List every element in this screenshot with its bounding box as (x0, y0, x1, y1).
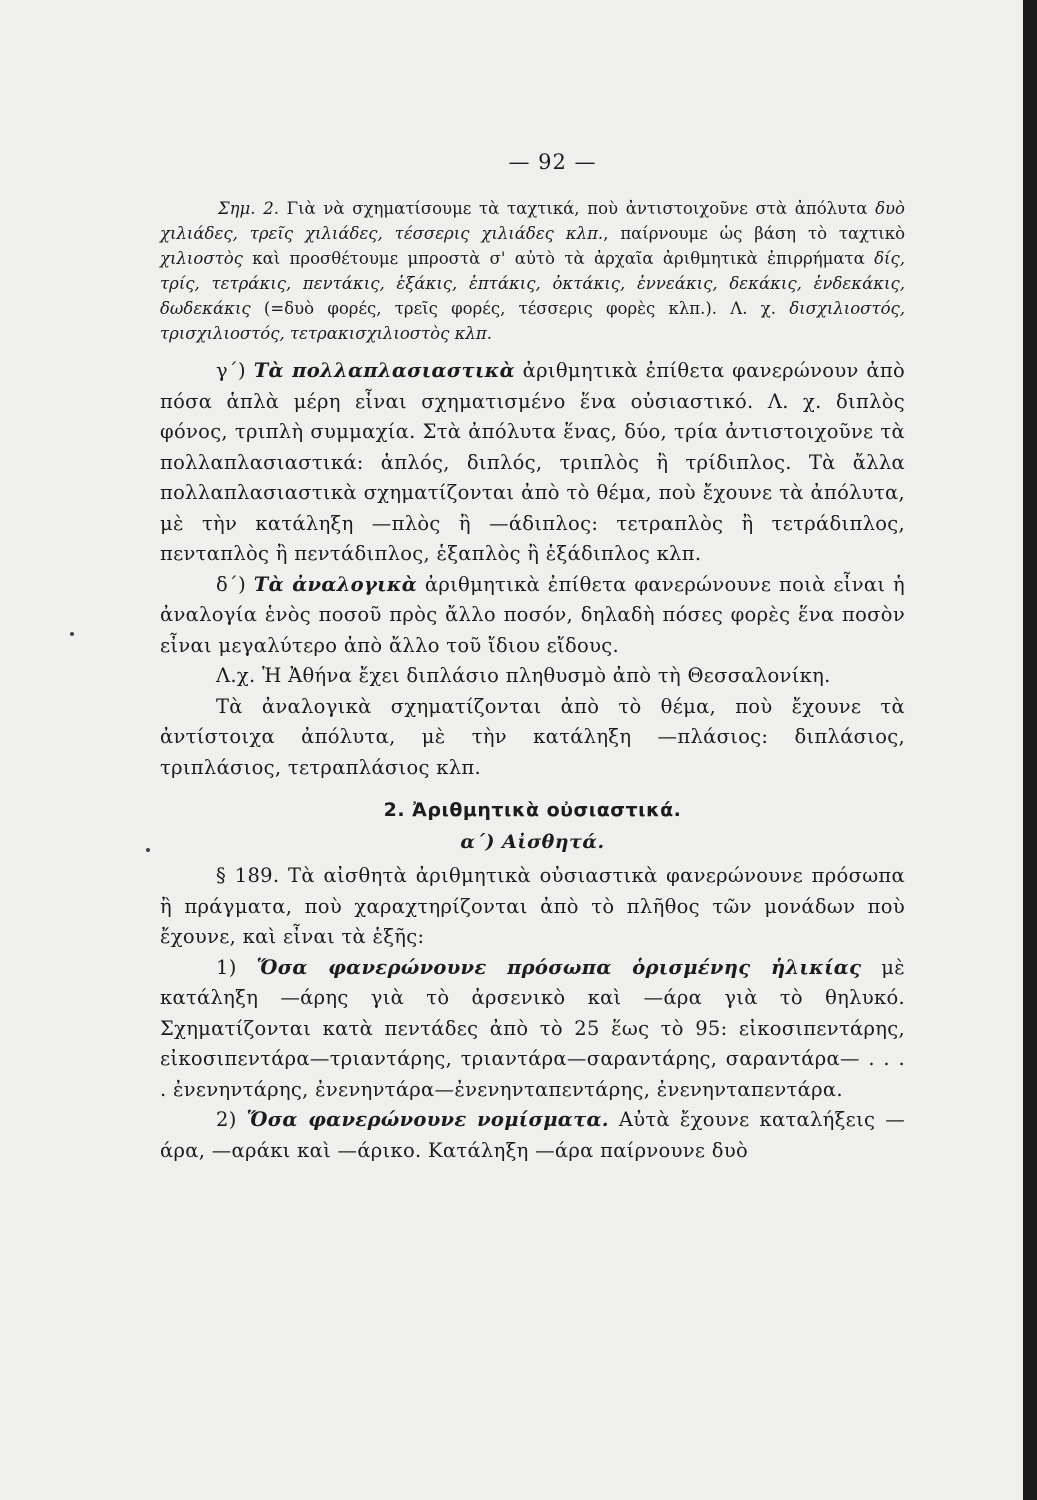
item-number: 1) (216, 955, 237, 979)
paragraph-delta-2: Τὰ ἀναλογικὰ σχηματίζονται ἀπὸ τὸ θέμα, ποὺ ἔχουνε τὰ ἀντίστοιχα ἀπόλυτα, μὲ τὴν κατάληξη —πλάσιος: διπλάσιος, τριπλάσιος, τετραπλάσιος κλπ. (160, 694, 905, 779)
paragraph-189: § 189. Τὰ αἰσθητὰ ἀριθμητικὰ οὐσιαστικὰ φανερώνουνε πρόσωπα ἢ πράγματα, ποὺ χαραχτηρίζονται ἀπὸ τὸ πλῆθος τῶν μονάδων ποὺ ἔχουνε, καὶ εἶναι τὰ ἑξῆς: (160, 864, 905, 948)
section-label: δ΄) (216, 572, 246, 596)
paragraph-text: ἀριθμητικὰ ἐπίθετα φανερώνουν ἀπὸ πόσα ἁπλὰ μέρη εἶναι σχηματισμένο ἕνα οὐσιαστικό. Λ. χ. διπλὸς φόνος, τριπλὴ συμμαχία. Στὰ ἀπόλυτα ἕνας, δύο, τρία ἀντιστοιχοῦνε τὰ πολλαπλασιαστικά: ἁπλός, διπλός, τριπλὸς ἢ τρίδιπλος. Τὰ ἄλλα πολλαπλασιαστικὰ σχηματίζονται ἀπὸ τὸ θέμα, ποὺ ἔχουνε τὰ ἀπόλυτα, μὲ τὴν κατάληξη —πλὸς ἢ —άδιπλος: τετραπλὸς ἢ τετράδιπλος, πενταπλὸς ἢ πεντάδιπλος, ἑξαπλὸς ἢ ἑξάδιπλος κλπ. (160, 359, 906, 565)
paragraph-text: Αὐτὰ ἔχουνε καταλήξεις —άρα, —αράκι καὶ —άρικο. Κατάληξη —άρα παίρνουνε δυὸ (160, 1108, 906, 1162)
paragraph-item-2 (160, 1105, 905, 1166)
note-italic: δίς, τρίς, τετράκις, πεντάκις, ἑξάκις, ἑπτάκις, ὀκτάκις, ἐννεάκις, δεκάκις, ἑνδεκάκις, δωδεκάκις (160, 249, 905, 318)
term-coins: Ὅσα φανερώνουνε νομίσματα. (246, 1108, 609, 1131)
note-italic: χιλιοστὸς (160, 249, 243, 268)
paragraph-item-1 (160, 953, 905, 1106)
paragraph-gamma (160, 356, 905, 570)
paragraph-example: Λ.χ. Ἡ Ἀθήνα ἔχει διπλάσιο πληθυσμὸ ἀπὸ τὴ Θεσσαλονίκη. (216, 664, 831, 687)
scan-speck (70, 632, 74, 636)
note-label: Σημ. 2. (218, 199, 279, 218)
scan-edge (1023, 0, 1037, 1500)
note-paragraph (160, 196, 905, 346)
item-number: 2) (216, 1108, 237, 1131)
term-multiplicative: Τὰ πολλαπλασιαστικὰ (253, 359, 515, 382)
section-label: γ΄) (216, 359, 246, 382)
note-italic: δισχιλιοστός, τρισχιλιοστός, τετρακισχιλιοστὸς κλπ. (160, 299, 905, 343)
scan-speck (146, 848, 150, 852)
term-age: Ὅσα φανερώνουνε πρόσωπα ὁρισμένης ἡλικίας (256, 955, 862, 979)
note-text: Γιὰ νὰ σχηματίσουμε τὰ ταχτικά, ποὺ ἀντιστοιχοῦνε στὰ ἀπόλυτα (278, 199, 876, 218)
page-content (160, 150, 905, 1166)
section-heading: 2. Ἀριθμητικὰ οὐσιαστικά. (383, 799, 682, 821)
paragraph-text: ἀριθμητικὰ ἐπίθετα φανερώνουνε ποιὰ εἶναι ἡ ἀναλογία ἑνὸς ποσοῦ πρὸς ἄλλο ποσόν, δηλαδὴ πόσες φορὲς ἕνα ποσὸν εἶναι μεγαλύτερο ἀπὸ ἄλλο τοῦ ἴδιου εἴδους. (160, 572, 906, 657)
note-text: (=δυὸ φορές, τρεῖς φορές, τέσσερις φορὲς κλπ.). Λ. χ. (250, 299, 790, 318)
term-proportional: Τὰ ἀναλογικὰ (253, 572, 418, 596)
note-text: καὶ προσθέτουμε μπροστὰ σ' αὐτὸ τὰ ἀρχαῖα ἀριθμητικὰ ἐπιρρήματα (242, 249, 875, 268)
paragraph-delta (160, 570, 905, 662)
paragraph-text: μὲ κατάληξη —άρης γιὰ τὸ ἀρσενικὸ καὶ —άρα γιὰ τὸ θηλυκό. Σχηματίζονται κατὰ πεντάδες ἀπὸ τὸ 25 ἕως τὸ 95: εἰκοσιπεντάρης, εἰκοσιπεντάρα—τριαντάρης, τριαντάρα—σαραντάρης, σαραντάρα— . . . . ἐνενηντάρης, ἐνενηντάρα—ἐνενηνταπεντάρης, ἐνενηνταπεντάρα. (160, 955, 905, 1101)
note-text: , παίρνουμε ὡς βάση τὸ ταχτικὸ (603, 224, 906, 243)
page-number: — 92 — (508, 150, 597, 174)
subsection-heading: α΄) Αἰσθητά. (460, 831, 605, 853)
note-italic: δυὸ χιλιάδες, τρεῖς χιλιάδες, τέσσερις χιλιάδες κλπ. (160, 199, 905, 243)
